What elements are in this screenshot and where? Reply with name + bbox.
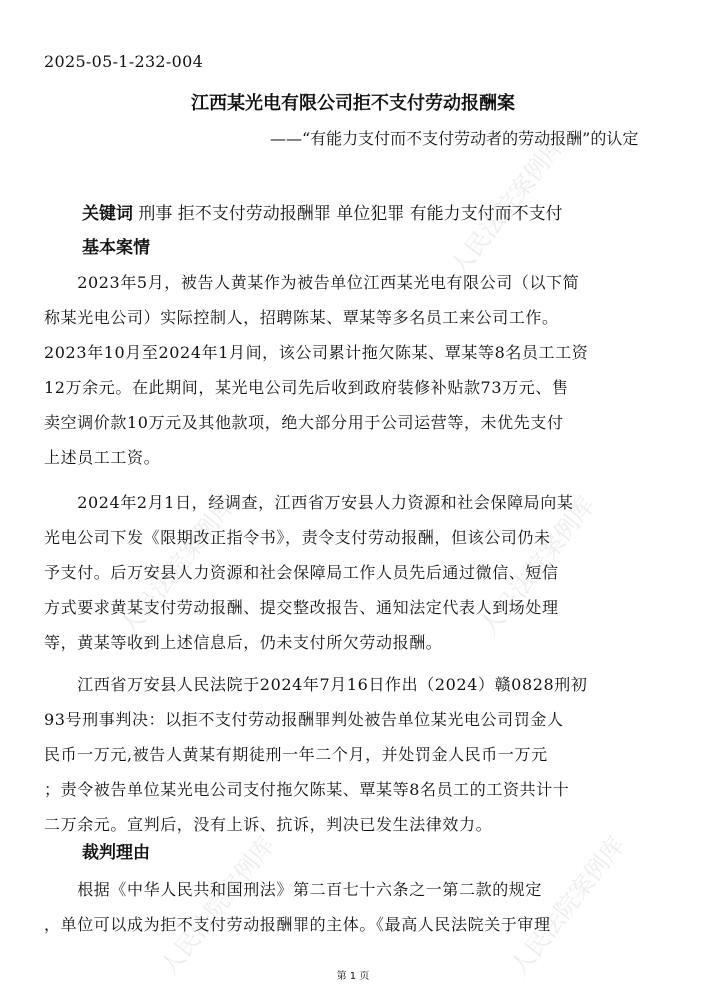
keywords-line [82,199,563,224]
keywords-label: 关键词 [82,204,133,224]
watermark: 人民法院案例库 [154,831,281,981]
keywords-text: 刑事 拒不支付劳动报酬罪 单位犯罪 有能力支付而不支付 [138,204,563,224]
section-heading-basic: 基本案情 [82,238,150,258]
body-line: 93号刑事判决：以拒不支付劳动报酬罪判处被告单位某光电公司罚金人 [44,710,564,729]
body-line: 光电公司下发《限期改正指令书》，责令支付劳动报酬，但该公司仍未 [44,528,551,547]
page-subtitle: ——“有能力支付而不支付劳动者的劳动报酬”的认定 [270,129,639,148]
page-number: 第 1 页 [336,971,370,982]
body-line: 上述员工工资。 [44,448,161,467]
body-line: 卖空调价款10万元及其他款项，绝大部分用于公司运营等，未优先支付 [44,413,564,432]
body-line: ；责令被告单位某光电公司支付拖欠陈某、覃某等8名员工的工资共计十 [44,780,570,799]
body-line: 2023年10月至2024年1月间，该公司累计拖欠陈某、覃某等8名员工工资 [44,343,589,362]
body-line: 2023年5月，被告人黄某作为被告单位江西某光电有限公司（以下简 [44,273,580,292]
body-line: ，单位可以成为拒不支付劳动报酬罪的主体。《最高人民法院关于审理 [44,915,551,934]
watermark: 人民法院案例库 [444,131,571,281]
body-line: 12万余元。在此期间，某光电公司先后收到政府装修补贴款73万元、售 [44,378,569,397]
body-line: 等，黄某等收到上述信息后，仍未支付所欠劳动报酬。 [44,633,443,652]
section-heading-reason: 裁判理由 [82,843,150,863]
body-line: 2024年2月1日，经调查，江西省万安县人力资源和社会保障局向某 [44,493,574,512]
watermark: 人民法院案例库 [474,491,601,641]
body-line: 称某光电公司）实际控制人，招聘陈某、覃某等多名员工来公司工作。 [44,308,559,327]
page-title: 江西某光电有限公司拒不支付劳动报酬案 [191,93,515,114]
watermark: 人民法院案例库 [114,491,241,641]
body-line: 方式要求黄某支付劳动报酬、提交整改报告、通知法定代表人到场处理 [44,598,559,617]
watermark: 人民法院案例库 [504,831,631,981]
body-line: 根据《中华人民共和国刑法》第二百七十六条之一第二款的规定 [44,880,543,899]
body-line: 民币一万元,被告人黄某有期徒刑一年二个月，并处罚金人民币一万元 [44,745,548,764]
body-line: 予支付。后万安县人力资源和社会保障局工作人员先后通过微信、短信 [44,563,559,582]
body-line: 二万余元。宣判后，没有上诉、抗诉，判决已发生法律效力。 [44,815,493,834]
case-code: 2025-05-1-232-004 [44,52,204,71]
body-line: 江西省万安县人民法院于2024年7月16日作出（2024）赣0828刑初 [44,675,588,694]
